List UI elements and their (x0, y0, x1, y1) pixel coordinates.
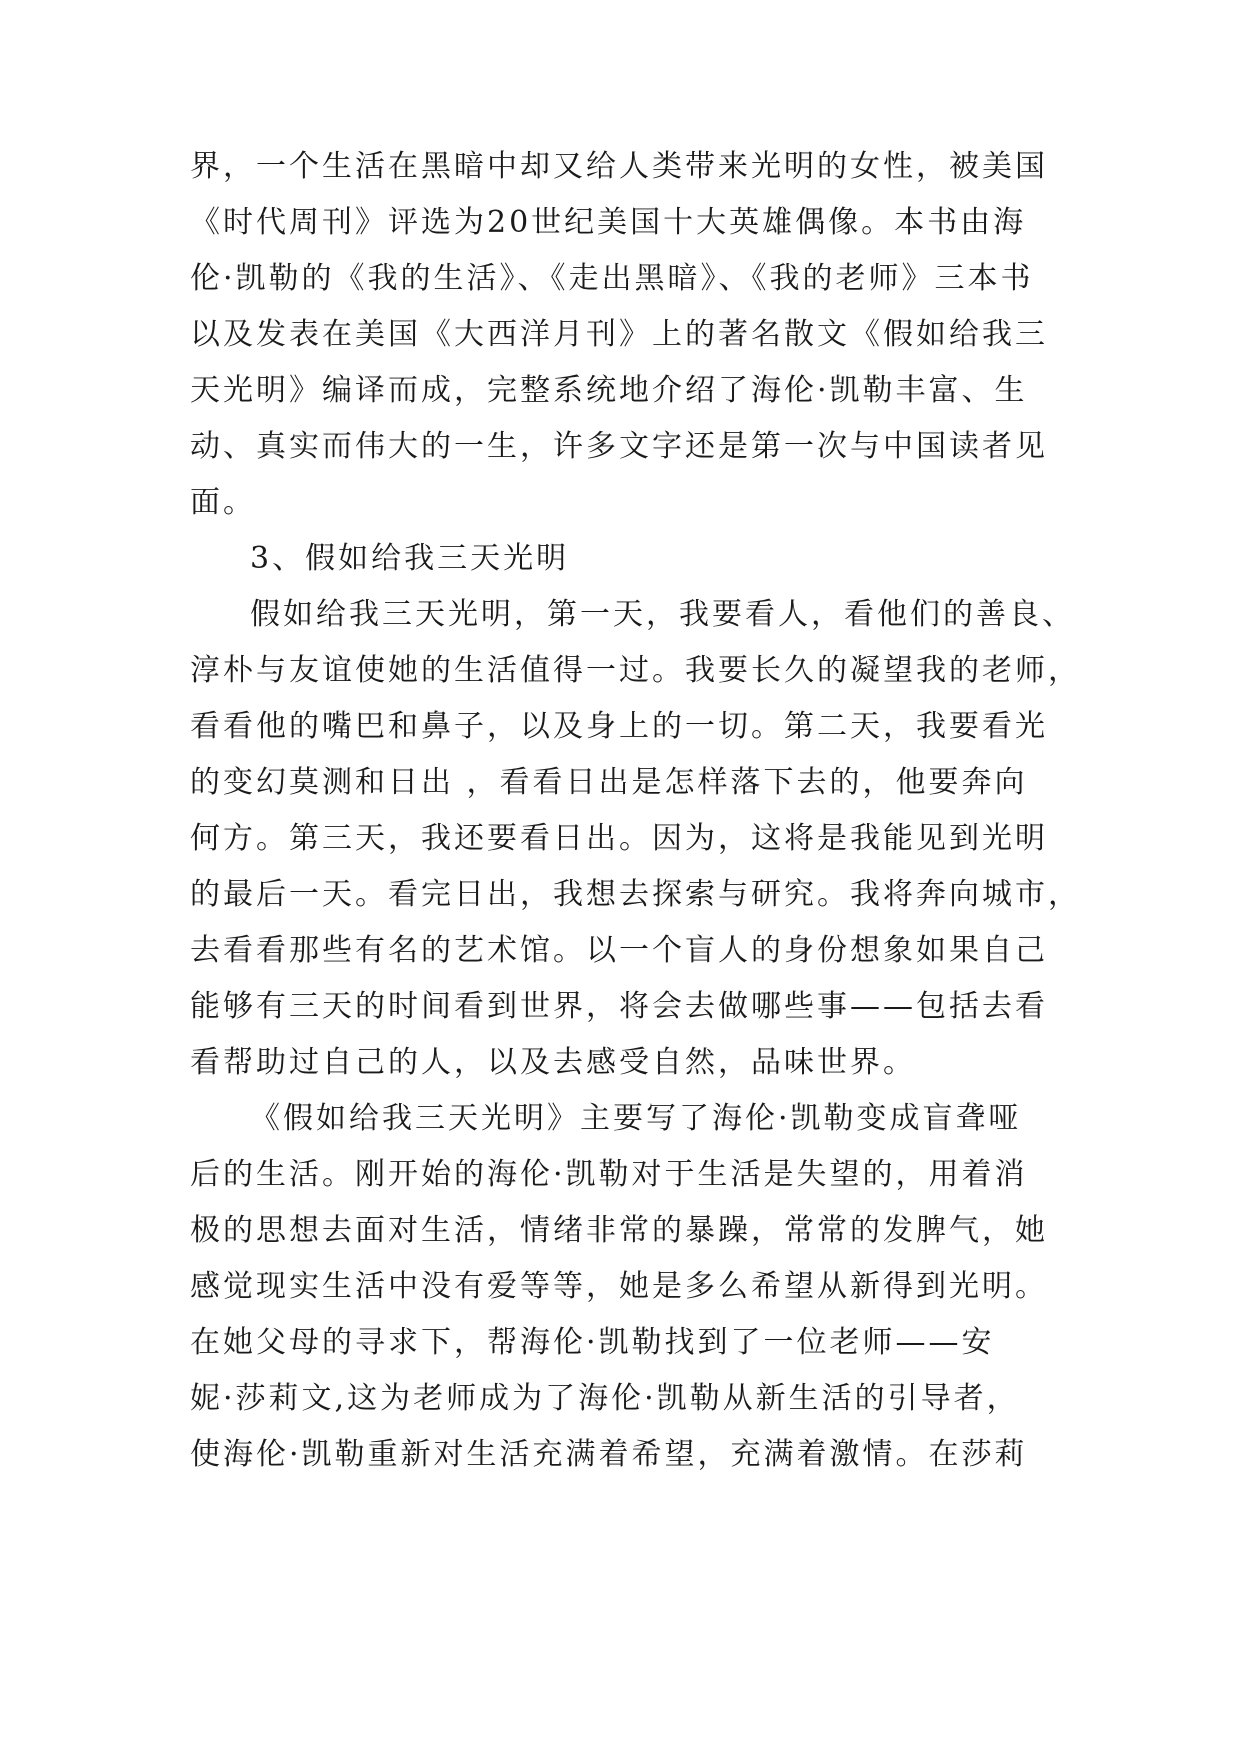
text-line: 界，一个生活在黑暗中却又给人类带来光明的女性，被美国 (190, 149, 1048, 184)
text-line: 看看他的嘴巴和鼻子，以及身上的一切。第二天，我要看光 (190, 709, 1048, 744)
text-line: 伦·凯勒的《我的生活》、《走出黑暗》、《我的老师》三本书 (190, 261, 1034, 296)
text-line: 的最后一天。看完日出，我想去探索与研究。我将奔向城市， (190, 877, 1081, 912)
text-line: 面。 (190, 485, 256, 520)
text-line: 何方。第三天，我还要看日出。因为，这将是我能见到光明 (190, 821, 1048, 856)
text-line: 以及发表在美国《大西洋月刊》上的著名散文《假如给我三 (190, 317, 1048, 352)
text-line: 《假如给我三天光明》主要写了海伦·凯勒变成盲聋哑 (250, 1101, 1022, 1136)
text-line: 天光明》编译而成，完整系统地介绍了海伦·凯勒丰富、生 (190, 373, 1028, 408)
text-line: 淳朴与友谊使她的生活值得一过。我要长久的凝望我的老师， (190, 653, 1081, 688)
text-line: 在她父母的寻求下，帮海伦·凯勒找到了一位老师——安 (190, 1325, 995, 1360)
text-line: 能够有三天的时间看到世界，将会去做哪些事——包括去看 (190, 989, 1048, 1024)
text-line: 《时代周刊》评选为20世纪美国十大英雄偶像。本书由海 (190, 205, 1027, 240)
text-line: 看帮助过自己的人，以及去感受自然，品味世界。 (190, 1045, 916, 1080)
text-line: 去看看那些有名的艺术馆。以一个盲人的身份想象如果自己 (190, 933, 1048, 968)
text-line: 妮·莎莉文,这为老师成为了海伦·凯勒从新生活的引导者， (190, 1381, 1020, 1416)
text-line: 的变幻莫测和日出 ，看看日出是怎样落下去的，他要奔向 (190, 765, 1028, 800)
text-line: 使海伦·凯勒重新对生活充满着希望，充满着激情。在莎莉 (190, 1437, 1028, 1472)
text-line: 后的生活。刚开始的海伦·凯勒对于生活是失望的，用着消 (190, 1157, 1028, 1192)
text-line: 动、真实而伟大的一生，许多文字还是第一次与中国读者见 (190, 429, 1048, 464)
text-line: 极的思想去面对生活，情绪非常的暴躁，常常的发脾气，她 (190, 1213, 1048, 1248)
text-line: 假如给我三天光明，第一天，我要看人，看他们的善良、 (250, 597, 1075, 632)
section-heading: 3、假如给我三天光明 (250, 541, 570, 576)
text-line: 感觉现实生活中没有爱等等，她是多么希望从新得到光明。 (190, 1269, 1048, 1304)
